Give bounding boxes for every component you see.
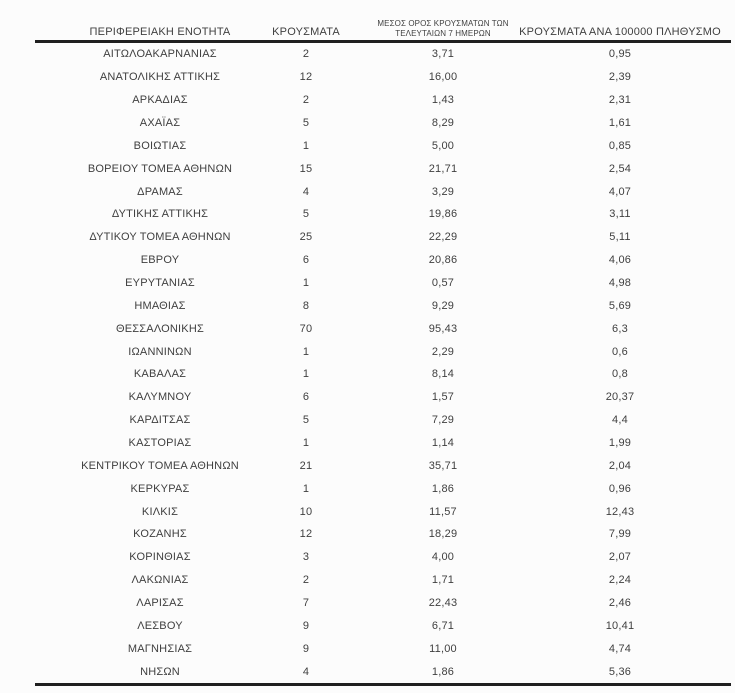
cell-7day-average: 1,71 [431, 574, 455, 587]
cell-region: ΔΥΤΙΚΟΥ ΤΟΜΕΑ ΑΘΗΝΩΝ [89, 231, 231, 244]
cell-cases: 6 [302, 254, 310, 267]
table-row [35, 294, 731, 317]
table-row [35, 409, 731, 432]
table-row [35, 157, 731, 180]
table-row [35, 249, 731, 272]
cell-7day-average: 9,29 [431, 299, 455, 312]
cell-cases-per-100k: 7,99 [608, 528, 632, 541]
cell-7day-average: 95,43 [428, 322, 458, 335]
cell-region: ΚΑΡΔΙΤΣΑΣ [129, 414, 191, 427]
column-header-cases-per-100k: ΚΡΟΥΣΜΑΤΑ ΑΝΑ 100000 ΠΛΗΘΥΣΜΟ [519, 26, 721, 38]
cell-cases-per-100k: 0,96 [608, 482, 632, 495]
cell-7day-average: 1,86 [431, 482, 455, 495]
cell-7day-average: 20,86 [428, 254, 458, 267]
cell-region: ΚΑΣΤΟΡΙΑΣ [128, 437, 192, 450]
cell-cases: 1 [302, 437, 310, 450]
table-row [35, 43, 731, 66]
bottom-rule [35, 683, 731, 686]
cell-region: ΒΟΡΕΙΟΥ ΤΟΜΕΑ ΑΘΗΝΩΝ [87, 162, 233, 175]
cell-cases: 9 [302, 642, 310, 655]
cell-7day-average: 5,00 [431, 139, 455, 152]
table-row [35, 477, 731, 500]
cell-7day-average: 11,57 [429, 505, 457, 518]
cell-cases-per-100k: 2,54 [608, 162, 632, 175]
cell-cases-per-100k: 4,98 [608, 277, 632, 290]
table-row [35, 546, 731, 569]
cell-cases-per-100k: 5,11 [609, 231, 631, 244]
cell-region: ΚΙΛΚΙΣ [141, 505, 179, 518]
cell-7day-average: 7,29 [431, 414, 455, 427]
table-row [35, 592, 731, 615]
cell-region: ΚΕΝΤΡΙΚΟΥ ΤΟΜΕΑ ΑΘΗΝΩΝ [81, 459, 239, 472]
table-row [35, 363, 731, 386]
cell-cases-per-100k: 0,95 [608, 48, 632, 61]
cell-7day-average: 22,43 [428, 597, 458, 610]
cell-cases: 10 [299, 505, 313, 518]
cell-cases: 2 [302, 94, 310, 107]
cell-7day-average: 1,86 [431, 665, 455, 678]
cell-cases: 1 [302, 139, 310, 152]
cell-cases-per-100k: 3,11 [609, 208, 631, 221]
table-row [35, 203, 731, 226]
cell-7day-average: 4,00 [431, 551, 455, 564]
cell-region: ΝΗΣΩΝ [140, 665, 180, 678]
cell-cases: 3 [302, 551, 310, 564]
regional-cases-table [35, 8, 731, 686]
column-header-7day-average-line1: ΜΕΣΟΣ ΟΡΟΣ ΚΡΟΥΣΜΑΤΩΝ ΤΩΝ [377, 19, 509, 28]
cell-cases-per-100k: 12,43 [605, 505, 635, 518]
table-row [35, 66, 731, 89]
cell-7day-average: 19,86 [428, 208, 458, 221]
cell-7day-average: 16,00 [428, 71, 458, 84]
cell-cases: 1 [302, 277, 310, 290]
cell-region: ΒΟΙΩΤΙΑΣ [133, 139, 187, 152]
cell-cases: 1 [302, 368, 310, 381]
table-row [35, 89, 731, 112]
cell-cases-per-100k: 5,69 [608, 299, 632, 312]
cell-region: ΜΑΓΝΗΣΙΑΣ [127, 642, 193, 655]
table-row [35, 500, 731, 523]
table-row [35, 134, 731, 157]
cell-cases: 5 [302, 208, 310, 221]
cell-cases: 12 [299, 528, 313, 541]
cell-cases-per-100k: 20,37 [605, 391, 635, 404]
cell-region: ΔΡΑΜΑΣ [137, 185, 183, 198]
table-row [35, 454, 731, 477]
cell-cases: 5 [302, 117, 310, 129]
cell-cases-per-100k: 1,99 [608, 437, 632, 450]
cell-cases-per-100k: 0,85 [608, 139, 632, 152]
cell-region: ΛΑΡΙΣΑΣ [136, 597, 184, 610]
cell-cases-per-100k: 0,8 [612, 368, 628, 381]
table-row [35, 432, 731, 455]
cell-7day-average: 21,71 [428, 162, 458, 175]
cell-region: ΑΙΤΩΛΟΑΚΑΡΝΑΝΙΑΣ [103, 48, 217, 61]
cell-cases: 1 [302, 345, 310, 358]
cell-region: ΗΜΑΘΙΑΣ [134, 299, 186, 312]
table-row [35, 386, 731, 409]
table-row [35, 272, 731, 295]
table-row [35, 637, 731, 660]
cell-cases-per-100k: 2,24 [608, 574, 632, 587]
cell-region: ΔΥΤΙΚΗΣ ΑΤΤΙΚΗΣ [111, 208, 209, 221]
cell-7day-average: 3,71 [431, 48, 455, 61]
cell-7day-average: 0,57 [431, 277, 455, 290]
cell-region: ΚΕΡΚΥΡΑΣ [130, 482, 190, 495]
cell-region: ΚΑΛΥΜΝΟΥ [128, 391, 192, 404]
cell-7day-average: 1,57 [431, 391, 455, 404]
cell-cases: 70 [299, 322, 313, 335]
cell-region: ΙΩΑΝΝΙΝΩΝ [128, 345, 192, 358]
table-row [35, 317, 731, 340]
cell-region: ΚΟΖΑΝΗΣ [133, 528, 187, 541]
table-row [35, 112, 731, 135]
cell-cases-per-100k: 2,39 [608, 71, 632, 84]
cell-cases-per-100k: 4,06 [608, 254, 632, 267]
cell-region: ΕΥΡΥΤΑΝΙΑΣ [125, 277, 195, 290]
table-body [35, 43, 731, 683]
cell-cases-per-100k: 4,4 [612, 414, 628, 427]
cell-7day-average: 8,14 [431, 368, 455, 381]
cell-cases: 8 [302, 299, 310, 312]
cell-7day-average: 35,71 [428, 459, 458, 472]
cell-cases-per-100k: 0,6 [612, 345, 628, 358]
cell-cases: 25 [299, 231, 313, 244]
cell-7day-average: 1,14 [431, 437, 455, 450]
cell-cases: 21 [299, 459, 313, 472]
table-row [35, 614, 731, 637]
cell-cases-per-100k: 1,61 [608, 117, 632, 129]
cell-cases: 2 [302, 574, 310, 587]
cell-cases-per-100k: 2,46 [608, 597, 632, 610]
column-header-region: ΠΕΡΙΦΕΡΕΙΑΚΗ ΕΝΟΤΗΤΑ [89, 26, 231, 38]
column-header-7day-average [377, 19, 508, 38]
cell-cases-per-100k: 5,36 [608, 665, 632, 678]
cell-cases: 2 [302, 48, 310, 61]
table-row [35, 226, 731, 249]
table-row [35, 180, 731, 203]
cell-7day-average: 11,00 [429, 642, 457, 655]
table-row [35, 340, 731, 363]
cell-region: ΑΧΑΪΑΣ [139, 117, 181, 129]
cell-cases: 4 [302, 665, 310, 678]
cell-cases-per-100k: 4,74 [608, 642, 632, 655]
table-row [35, 660, 731, 683]
table-header-row [35, 8, 731, 40]
cell-cases: 4 [302, 185, 310, 198]
cell-cases: 5 [302, 414, 310, 427]
cell-cases-per-100k: 2,07 [608, 551, 632, 564]
cell-region: ΘΕΣΣΑΛΟΝΙΚΗΣ [116, 322, 204, 335]
cell-region: ΕΒΡΟΥ [140, 254, 180, 267]
cell-cases: 12 [299, 71, 313, 84]
cell-cases: 9 [302, 619, 310, 632]
cell-region: ΚΟΡΙΝΘΙΑΣ [129, 551, 191, 564]
table-row [35, 523, 731, 546]
cell-7day-average: 6,71 [431, 619, 455, 632]
cell-7day-average: 22,29 [428, 231, 458, 244]
cell-region: ΚΑΒΑΛΑΣ [133, 368, 187, 381]
cell-7day-average: 1,43 [431, 94, 455, 107]
column-header-cases: ΚΡΟΥΣΜΑΤΑ [272, 26, 340, 38]
cell-cases-per-100k: 10,41 [605, 619, 635, 632]
table-row [35, 569, 731, 592]
cell-region: ΑΡΚΑΔΙΑΣ [132, 94, 188, 107]
column-header-7day-average-line2: ΤΕΛΕΥΤΑΙΩΝ 7 ΗΜΕΡΩΝ [395, 28, 491, 38]
cell-cases: 1 [302, 482, 310, 495]
cell-7day-average: 3,29 [431, 185, 455, 198]
cell-cases: 15 [299, 162, 313, 175]
cell-cases-per-100k: 2,31 [608, 94, 632, 107]
cell-cases: 6 [302, 391, 310, 404]
cell-7day-average: 8,29 [431, 117, 455, 129]
cell-region: ΑΝΑΤΟΛΙΚΗΣ ΑΤΤΙΚΗΣ [99, 71, 221, 84]
cell-7day-average: 2,29 [431, 345, 455, 358]
cell-cases-per-100k: 6,3 [612, 322, 628, 335]
cell-cases: 7 [302, 597, 310, 610]
cell-region: ΛΕΣΒΟΥ [137, 619, 183, 632]
cell-cases-per-100k: 2,04 [608, 459, 632, 472]
cell-7day-average: 18,29 [428, 528, 458, 541]
cell-region: ΛΑΚΩΝΙΑΣ [131, 574, 189, 587]
cell-cases-per-100k: 4,07 [608, 185, 632, 198]
